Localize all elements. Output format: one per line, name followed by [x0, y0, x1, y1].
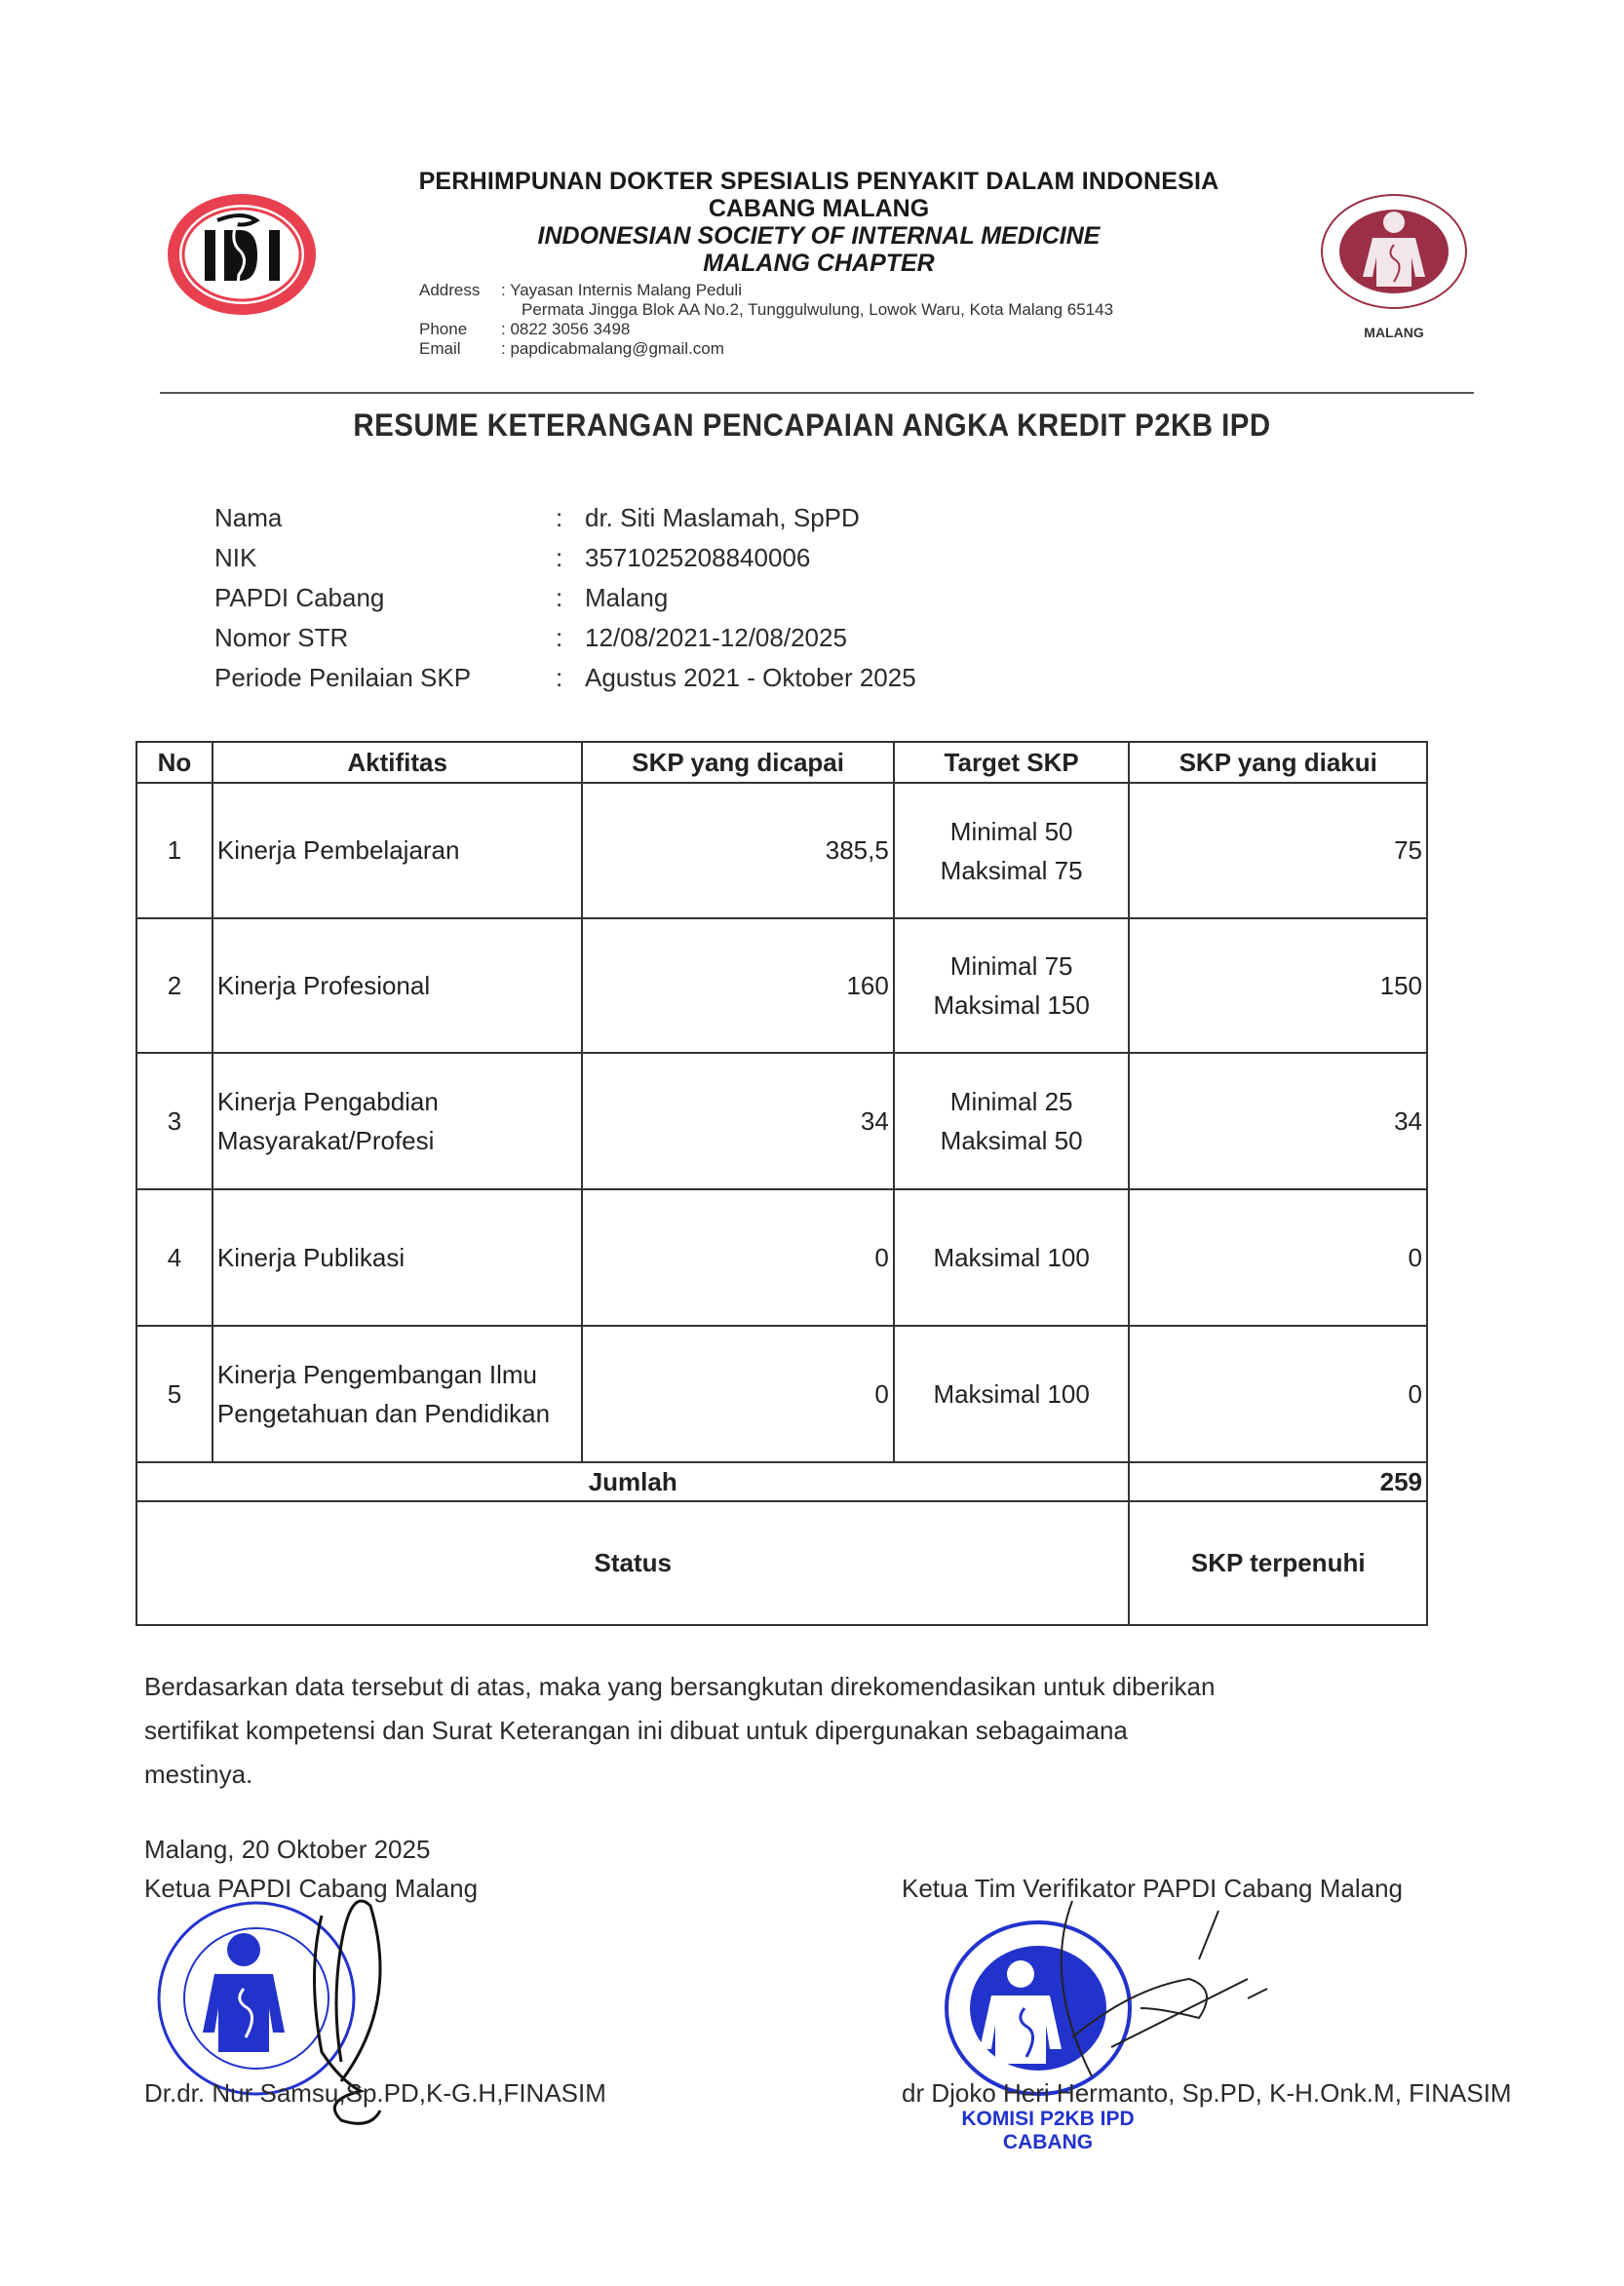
org-name-en: INDONESIAN SOCIETY OF INTERNAL MEDICINE — [537, 222, 1101, 250]
total-label: Jumlah — [136, 1462, 1129, 1501]
table-row — [136, 783, 1427, 918]
cell-target — [894, 1326, 1130, 1462]
komisi-line2: CABANG — [1002, 2131, 1094, 2153]
cell-no: 1 — [136, 783, 213, 918]
chapter-en: MALANG CHAPTER — [703, 250, 935, 277]
target-max: Maksimal 75 — [940, 855, 1083, 885]
right-signer-name: dr Djoko Heri Hermanto, Sp.PD, K-H.Onk.M, FINASIM — [902, 2078, 1512, 2108]
target-max: Maksimal 50 — [940, 1126, 1083, 1155]
right-signature-scribble — [1053, 1891, 1306, 2086]
cell-no: 2 — [136, 918, 213, 1053]
address-line2: Permata Jingga Blok AA No.2, Tunggulwulung, Lowok Waru, Kota Malang 65143 — [522, 300, 1114, 319]
target-max: Maksimal 100 — [933, 1243, 1090, 1272]
target-max: Maksimal 150 — [933, 990, 1090, 1020]
info-value: Malang — [585, 583, 669, 612]
info-sep: : — [556, 583, 563, 612]
email-label: Email — [419, 339, 461, 358]
cell-target — [894, 1189, 1130, 1326]
cell-aktifitas: Kinerja Pengabdian Masyarakat/Profesi — [213, 1053, 583, 1189]
col-header-diakui: SKP yang diakui — [1129, 742, 1427, 783]
table-header-row — [136, 742, 1427, 783]
contact-address — [419, 281, 742, 300]
target-min: Minimal 50 — [949, 816, 1073, 846]
contact-email — [419, 339, 724, 359]
cell-aktifitas: Kinerja Pembelajaran — [213, 783, 583, 918]
table-row — [136, 918, 1427, 1053]
info-label: PAPDI Cabang — [214, 583, 385, 612]
cell-no: 4 — [136, 1189, 213, 1326]
target-max: Maksimal 100 — [933, 1379, 1090, 1409]
cell-no: 5 — [136, 1326, 213, 1462]
komisi-stamp-text — [941, 2108, 1155, 2154]
col-header-aktifitas: Aktifitas — [213, 742, 583, 783]
cell-target — [894, 783, 1130, 918]
cell-diakui: 0 — [1129, 1189, 1427, 1326]
papdi-logo — [1316, 191, 1472, 340]
header-divider — [160, 392, 1474, 394]
total-row — [136, 1462, 1427, 1501]
phone-label: Phone — [419, 320, 468, 338]
left-signer-role: Ketua PAPDI Cabang Malang — [144, 1874, 479, 1903]
komisi-line1: KOMISI P2KB IPD — [961, 2108, 1135, 2130]
cell-diakui: 0 — [1129, 1326, 1427, 1462]
address-line1: : Yayasan Internis Malang Peduli — [501, 281, 742, 299]
total-value: 259 — [1129, 1462, 1427, 1501]
cell-no: 3 — [136, 1053, 213, 1189]
contact-phone — [419, 320, 630, 339]
info-label: Nomor STR — [214, 623, 349, 652]
cell-diakui: 150 — [1129, 918, 1427, 1053]
email-value: : papdicabmalang@gmail.com — [501, 339, 724, 358]
cell-aktifitas: Kinerja Profesional — [213, 918, 583, 1053]
info-row-nik — [214, 543, 810, 573]
cell-target — [894, 918, 1130, 1053]
skp-table — [135, 741, 1428, 1626]
table-row — [136, 1189, 1427, 1326]
cell-diakui: 75 — [1129, 783, 1427, 918]
col-header-no: No — [136, 742, 213, 783]
info-row-nama — [214, 503, 860, 533]
address-label: Address — [419, 281, 481, 299]
phone-value: : 0822 3056 3498 — [501, 320, 631, 338]
info-value: 12/08/2021-12/08/2025 — [585, 623, 847, 652]
target-min: Minimal 25 — [949, 1087, 1073, 1116]
status-row — [136, 1501, 1427, 1625]
info-sep: : — [556, 623, 563, 652]
info-row-cabang — [214, 583, 668, 613]
status-label: Status — [136, 1501, 1129, 1625]
recommendation-paragraph: Berdasarkan data tersebut di atas, maka yang bersangkutan direkomendasikan untuk diberikan sertifikat kompetensi dan Surat Keterangan ini dibuat untuk dipergunakan sebagaimana mestinya. — [144, 1672, 1216, 1789]
cell-diakui: 34 — [1129, 1053, 1427, 1189]
target-min: Minimal 75 — [949, 951, 1073, 981]
info-sep: : — [556, 663, 563, 692]
right-signer-role: Ketua Tim Verifikator PAPDI Cabang Malang — [902, 1874, 1403, 1903]
cell-dicapai: 34 — [582, 1053, 893, 1189]
info-label: Periode Penilaian SKP — [214, 663, 472, 692]
cell-dicapai: 0 — [582, 1326, 893, 1462]
info-value: dr. Siti Maslamah, SpPD — [585, 503, 860, 532]
table-row — [136, 1053, 1427, 1189]
cell-target — [894, 1053, 1130, 1189]
document-title: RESUME KETERANGAN PENCAPAIAN ANGKA KREDIT P2KB IPD — [353, 407, 1271, 443]
info-sep: : — [556, 503, 563, 532]
cell-aktifitas: Kinerja Publikasi — [213, 1189, 583, 1326]
place-date: Malang, 20 Oktober 2025 — [144, 1835, 431, 1864]
idi-logo — [164, 191, 320, 318]
col-header-target: Target SKP — [894, 742, 1130, 783]
info-label: Nama — [214, 503, 283, 532]
cell-aktifitas: Kinerja Pengembangan Ilmu Pengetahuan dan Pendidikan — [213, 1326, 583, 1462]
col-header-dicapai: SKP yang dicapai — [582, 742, 893, 783]
cell-dicapai: 160 — [582, 918, 893, 1053]
cell-dicapai: 0 — [582, 1189, 893, 1326]
info-value: Agustus 2021 - Oktober 2025 — [585, 663, 916, 692]
org-branch: CABANG MALANG — [708, 195, 930, 222]
table-row — [136, 1326, 1427, 1462]
status-value: SKP terpenuhi — [1129, 1501, 1427, 1625]
org-name: PERHIMPUNAN DOKTER SPESIALIS PENYAKIT DALAM INDONESIA — [418, 168, 1219, 195]
info-row-str — [214, 623, 847, 653]
cell-dicapai: 385,5 — [582, 783, 893, 918]
papdi-logo-caption: MALANG — [1364, 325, 1424, 340]
left-signer-name: Dr.dr. Nur Samsu,Sp.PD,K-G.H,FINASIM — [144, 2078, 606, 2108]
info-value: 3571025208840006 — [585, 543, 811, 572]
info-label: NIK — [214, 543, 257, 572]
info-row-periode — [214, 663, 916, 693]
info-sep: : — [556, 543, 563, 572]
